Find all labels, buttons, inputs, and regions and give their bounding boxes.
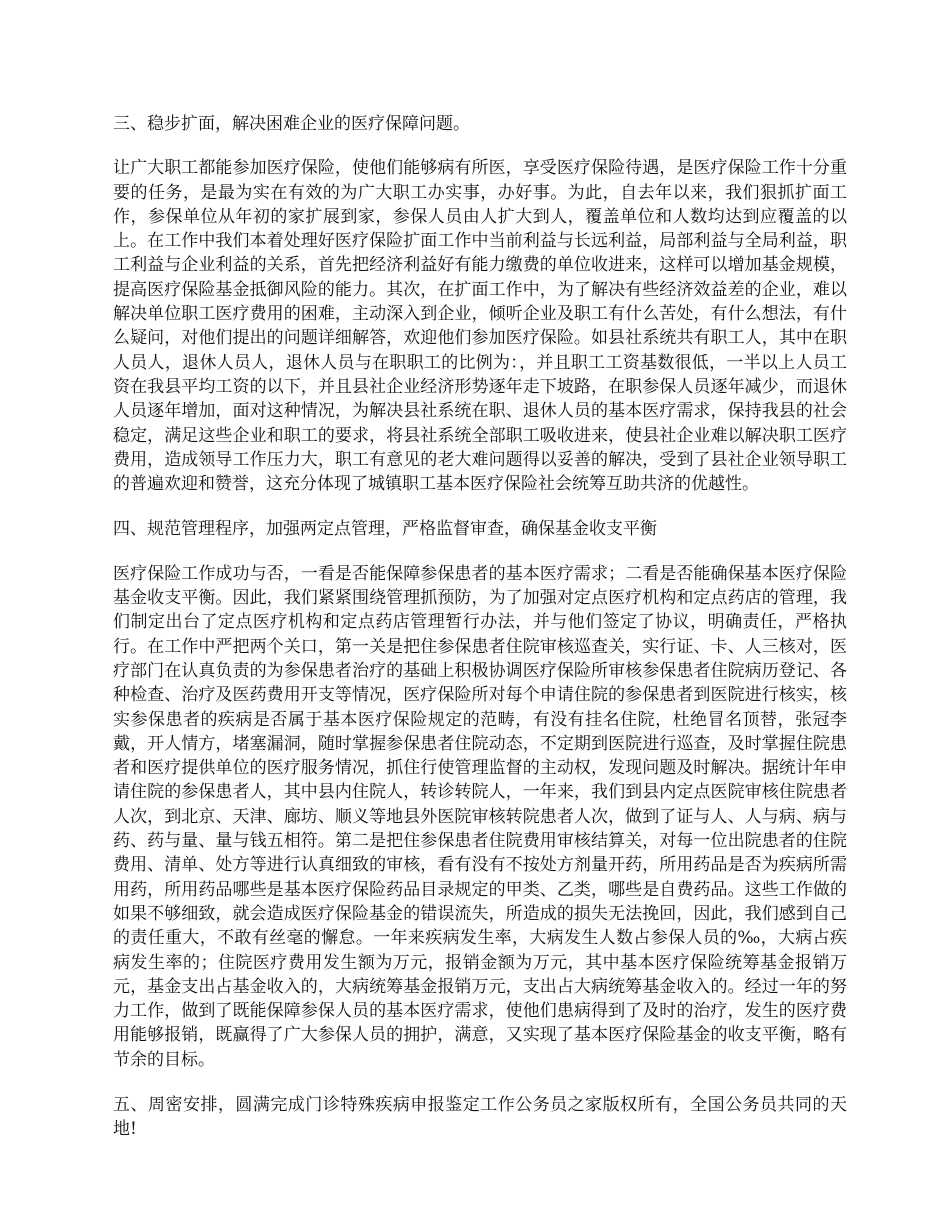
section-four-body: 医疗保险工作成功与否，一看是否能保障参保患者的基本医疗需求；二看是否能确保基本医疗保险基金收支平衡。因此，我们紧紧围绕管理抓预防，为了加强对定点医疗机构和定点药店的管理，我们制定出台了定点医疗机构和定点药店管理暂行办法，并与他们签定了协议，明确责任，严格执行。在工作中严把两个关口，第一关是把住参保患者住院审核巡查关，实行证、卡、人三核对，医疗部门在认真负责的为参保患者治疗的基础上积极协调医疗保险所审核参保患者住院病历登记、各种检查、治疗及医药费用开支等情况，医疗保险所对每个申请住院的参保患者到医院进行核实，核实参保患者的疾病是否属于基本医疗保险规定的范畴，有没有挂名住院，杜绝冒名顶替，张冠李戴，开人情方，堵塞漏洞，随时掌握参保患者住院动态，不定期到医院进行巡查，及时掌握住院患者和医疗提供单位的医疗服务情况，抓住行使管理监督的主动权，发现问题及时解决。据统计年申请住院的参保患者人，其中县内住院人，转诊转院人，一年来，我们到县内定点医院审核住院患者人次，到北京、天津、廊坊、顺义等地县外医院审核转院患者人次，做到了证与人、人与病、病与药、药与量、量与钱五相符。第二是把住参保患者住院费用审核结算关，对每一位出院患者的住院费用、清单、处方等进行认真细致的审核，看有没有不按处方剂量开药，所用药品是否为疾病所需用药，所用药品哪些是基本医疗保险药品目录规定的甲类、乙类，哪些是自费药品。这些工作做的如果不够细致，就会造成医疗保险基金的错误流失，所造成的损失无法挽回，因此，我们感到自己的责任重大，不敢有丝毫的懈怠。一年来疾病发生率，大病发生人数占参保人员的‰，大病占疾病发生率的；住院医疗费用发生额为万元，报销金额为万元，其中基本医疗保险统筹基金报销万元，基金支出占基金收入的，大病统筹基金报销万元，支出占大病统筹基金收入的。经过一年的努力工作，做到了既能保障参保人员的基本医疗需求，使他们患病得到了及时的治疗，发生的医疗费用能够报销，既赢得了广大参保人员的拥护，满意，又实现了基本医疗保险基金的收支平衡，略有节余的目标。 — [113, 563, 847, 1070]
document-page — [113, 112, 847, 1162]
section-three-heading: 三、稳步扩面，解决困难企业的医疗保障问题。 — [113, 114, 470, 134]
section-five-heading: 五、周密安排，圆满完成门诊特殊疾病申报鉴定工作公务员之家版权所有，全国公务员共同的天地! — [113, 1094, 847, 1140]
section-three-body: 让广大职工都能参加医疗保险，使他们能够病有所医，享受医疗保险待遇，是医疗保险工作十分重要的任务，是最为实在有效的为广大职工办实事，办好事。为此，自去年以来，我们狠抓扩面工作，参保单位从年初的家扩展到家，参保人员由人扩大到人，覆盖单位和人数均达到应覆盖的以上。在工作中我们本着处理好医疗保险扩面工作中当前利益与长远利益，局部利益与全局利益，职工利益与企业利益的关系，首先把经济利益好有能力缴费的单位收进来，这样可以增加基金规模，提高医疗保险基金抵御风险的能力。其次，在扩面工作中，为了解决有些经济效益差的企业，难以解决单位职工医疗费用的困难，主动深入到企业，倾听企业及职工有什么苦处，有什么想法，有什么疑问，对他们提出的问题详细解答，欢迎他们参加医疗保险。如县社系统共有职工人，其中在职人员人，退休人员人，退休人员与在职职工的比例为：，并且职工工资基数很低，一半以上人员工资在我县平均工资的以下，并且县社企业经济形势逐年走下坡路，在职参保人员逐年减少，而退休人员逐年增加，面对这种情况，为解决县社系统在职、退休人员的基本医疗需求，保持我县的社会稳定，满足这些企业和职工的要求，将县社系统全部职工吸收进来，使县社企业难以解决职工医疗费用，造成领导工作压力大，职工有意见的老大难问题得以妥善的解决，受到了县社企业领导职工的普遍欢迎和赞誉，这充分体现了城镇职工基本医疗保险社会统筹互助共济的优越性。 — [113, 158, 847, 495]
section-four-heading: 四、规范管理程序，加强两定点管理，严格监督审查，确保基金收支平衡 — [113, 519, 657, 540]
